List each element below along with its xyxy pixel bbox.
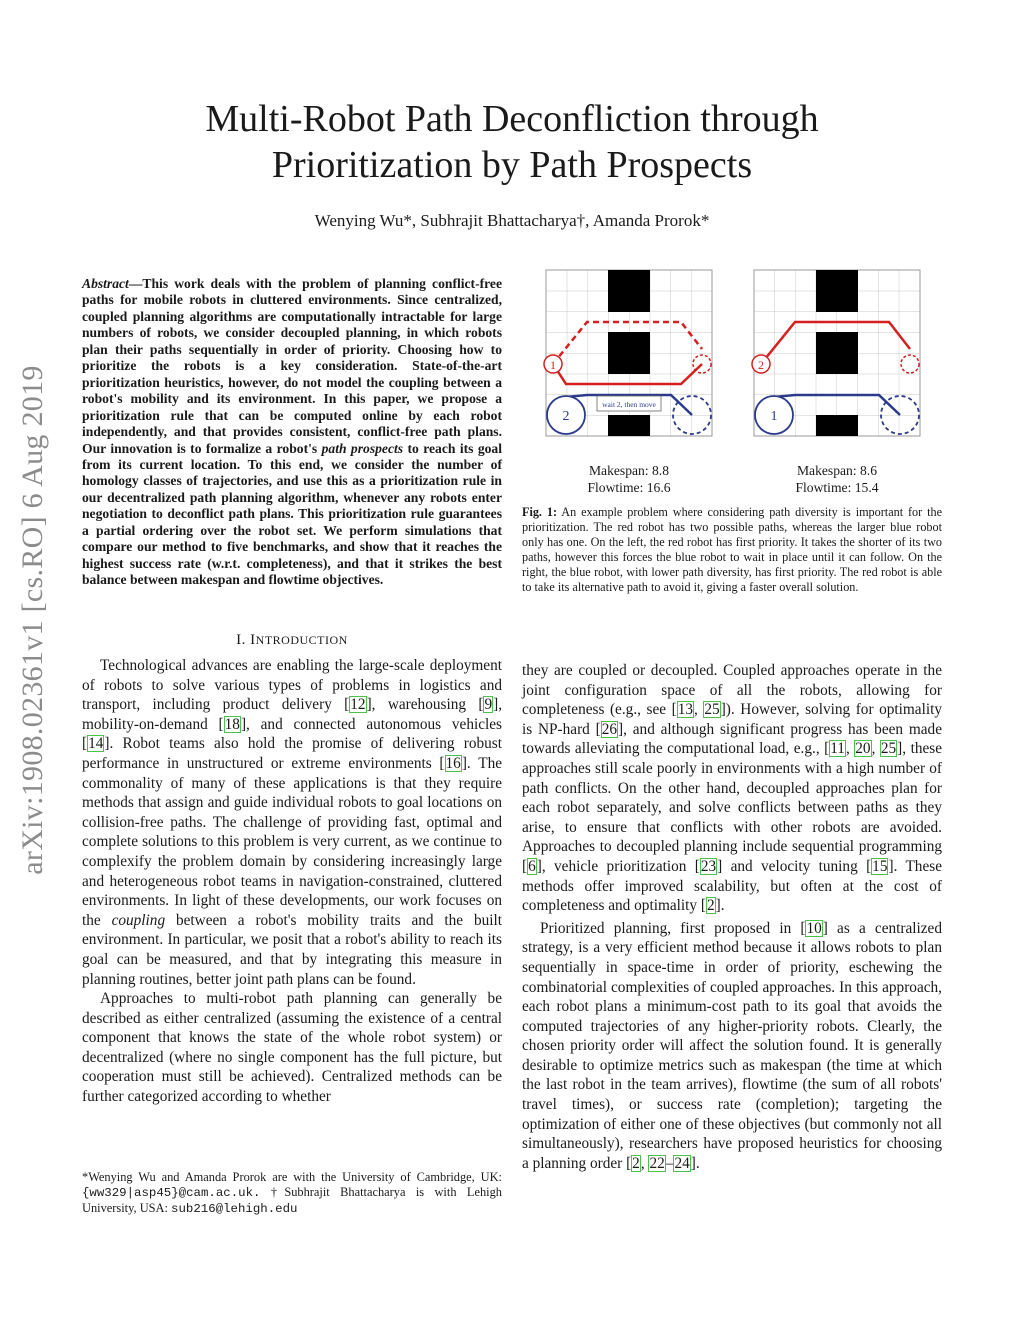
arxiv-stamp (12, 320, 54, 920)
figure-1-diagrams (540, 266, 960, 442)
text-span: ] as a centralized strategy, is a very efficient method because it allows robots to plan sequentially in space-time in order of priority, eschewing the combinatorial complexities of coupled approaches. In this approach, each robot plans a minimum-cost path to its goal that avoids the computed trajectories of any higher-priority robots. Clearly, the chosen priority order will affect the solution found. It is generally desirable to optimize metrics such as makespan (the time at which the last robot in the team arrives), flowtime (the sum of all robots' travel times), or success rate (completion); targeting the optimization of either one of these objectives (but commonly not all simultaneously), researchers have proposed heuristics for choosing a planning order [ (522, 919, 942, 1172)
obstacle (608, 415, 650, 436)
text-span: Technological advances are enabling the large-scale deployment of robots to solve various types of problems in logistics and transport, including product delivery [ (82, 657, 502, 714)
citation-link[interactable]: 2 (706, 897, 715, 915)
citation-link[interactable]: 11 (830, 740, 845, 758)
text-span: ]. These methods offer improved scalability, but often at the cost of completeness and optimality [ (522, 857, 942, 915)
section-number: I. I (236, 632, 256, 648)
obstacle (608, 270, 650, 312)
text-span: ], mobility-on-demand [ (82, 696, 503, 733)
emphasis: coupling (111, 911, 166, 929)
email-addresses[interactable]: {ww329|asp45}@cam.ac.uk. (82, 1186, 261, 1201)
citation-link[interactable]: 6 (528, 857, 536, 875)
section-heading-introduction (82, 632, 502, 649)
left-scenario-panel (544, 270, 712, 436)
citation-link[interactable]: 9 (484, 696, 493, 714)
citation-link[interactable]: 24 (674, 1154, 690, 1172)
citation-link[interactable]: 22 (649, 1154, 665, 1172)
text-span: ]. Robot teams also hold the promise of delivering robust performance in unstructured or extreme environments [ (82, 735, 502, 772)
left-makespan: Makespan: 8.8 (588, 463, 670, 478)
arxiv-stamp-text: arXiv:1908.02361v1 [cs.RO] 6 Aug 2019 (16, 365, 49, 875)
title-line-2: Prioritization by Path Prospects (271, 144, 753, 186)
left-flowtime: Flowtime: 16.6 (587, 480, 671, 495)
citation-link[interactable]: 23 (700, 857, 717, 875)
abstract-emphasis: path prospects (321, 440, 404, 456)
red-robot-label: 1 (550, 358, 556, 372)
obstacle (816, 270, 858, 312)
abstract-text-1: —This work deals with the problem of planning conflict-free paths for mobile robots in cluttered environments. Since centralized, coupled planning algorithms are computationally intractable for large numbers of robots, we consider decoupled planning, in which robots plan their paths sequentially in order of priority. Choosing how to prioritize the robots is a key consideration. State-of-the-art prioritization heuristics, however, do not model the coupling between a robot's mobility and its environment. In this paper, we propose a prioritization rule that can be computed online by each robot independently, and that provides consistent, conflict-free path plans. Our innovation is to formalize a robot's (82, 276, 502, 456)
text-span: ]. (690, 1154, 700, 1172)
citation-link[interactable]: 13 (677, 701, 694, 719)
right-column-body (522, 661, 942, 1173)
title-line-1: Multi-Robot Path Deconfliction through (205, 98, 819, 140)
blue-robot-label: 1 (770, 409, 778, 424)
citation-link[interactable]: 2 (632, 1154, 640, 1172)
citation-link[interactable]: 26 (601, 720, 618, 738)
text-span: ], vehicle prioritization [ (536, 857, 700, 875)
left-metrics (549, 462, 709, 496)
caption-label: Fig. 1: (522, 505, 558, 519)
wait-annotation: wait 2, then move (602, 400, 656, 409)
abstract (82, 276, 502, 589)
obstacle (816, 415, 858, 436)
footnote (82, 1170, 502, 1218)
citation-link[interactable]: 10 (806, 919, 822, 937)
text-span: ], and connected autonomous vehicles [ (82, 715, 503, 753)
citation-link[interactable]: 15 (872, 857, 888, 875)
citation-link[interactable]: 20 (855, 740, 871, 758)
text-span: ]. (715, 897, 725, 915)
caption-text: An example problem where considering path diversity is important for the prioritization. The red robot has two possible paths, whereas the larger blue robot only has one. On the left, the red robot has first priority. It takes the shorter of its two paths, however this forces the blue robot to wait in place until it can follow. On the right, the blue robot, with lower path diversity, has first priority. The red robot is able to take its alternative path to avoid it, giving a faster overall solution. (522, 505, 942, 594)
email-address[interactable]: sub216@lehigh.edu (171, 1202, 298, 1217)
citation-link[interactable]: 12 (350, 696, 366, 714)
text-span: ], and although significant progress has been made towards alleviating the computational load, e.g., [ (522, 720, 942, 758)
text-span: ], warehousing [ (366, 696, 484, 714)
abstract-lead: Abstract (82, 276, 129, 291)
blue-robot-label: 2 (562, 409, 570, 424)
text-span: ]). However, solving for optimality is NP-hard [ (522, 701, 942, 738)
citation-link[interactable]: 18 (224, 715, 240, 733)
text-span: between a robot's mobility traits and the built environment. In particular, we posit that a robot's ability to reach its goal can be measured, and that by integrating this measure in planning routines, better joint path plans can be found. (82, 911, 502, 988)
footnote-text: †Subhrajit Bhattacharya is with Lehigh University, USA: (82, 1185, 502, 1216)
citation-link[interactable]: 25 (880, 740, 897, 758)
intro-paragraph-3: they are coupled or decoupled. Coupled approaches operate in the joint configuration space of all the robots, allowing for completeness (e.g., see [13, 25]). However, solving for optimality is NP-hard [26], and although significant progress has been made towards alleviating the computational load, e.g., [11, 20, 25], these approaches still scale poorly in environments with a high number of path conflicts. On the other hand, decoupled approaches plan for each robot separately, and solve conflicts between paths as they arise, to ensure that conflicts with other robots are avoided. Approaches to decoupled planning include sequential programming [6], vehicle prioritization [23] and velocity tuning [15]. These methods offer improved scalability, but often at the cost of completeness and optimality [2]. (522, 662, 942, 915)
citation-link[interactable]: 14 (88, 735, 104, 753)
right-metrics (757, 462, 917, 496)
text-span: they are coupled or decoupled. Coupled approaches operate in the joint configuration space of all the robots, allowing for completeness (e.g., see [ (522, 662, 942, 719)
right-flowtime: Flowtime: 15.4 (795, 480, 879, 495)
text-span: ], these approaches still scale poorly in environments with a high number of path conflicts. On the other hand, decoupled approaches plan for each robot separately, and solve conflicts between paths as they arise, to ensure that conflicts with other robots are avoided. Approaches to decoupled planning include sequential programming [ (522, 740, 942, 875)
right-scenario-panel (752, 270, 920, 436)
figure-1-caption (522, 505, 942, 594)
intro-paragraph-4: Prioritized planning, first proposed in [10] as a centralized strategy, is a very efficient method because it allows robots to plan sequentially in space-time in order of priority, eschewing the combinatorial complexities of coupled approaches. In this approach, each robot plans a minimum-cost path to its goal that avoids the computed trajectories of any higher-priority robots. Clearly, the chosen priority order will affect the solution found. It is generally desirable to optimize metrics such as makespan (the time at which the last robot in the team arrives), flowtime (the sum of all robots' travel times), or success rate (completion); targeting the optimization of either one of these objectives (but commonly not all simultaneously), researchers have proposed heuristics for choosing a planning order [2, 22–24]. (522, 919, 942, 1172)
text-span: Prioritized planning, first proposed in [ (540, 919, 806, 937)
author-list: Wenying Wu*, Subhrajit Bhattacharya†, Amanda Prorok* (314, 211, 710, 230)
right-makespan: Makespan: 8.6 (796, 463, 878, 478)
text-span: ]. The commonality of many of these applications is that they require methods that assign and guide individual robots to goal locations on collision-free paths. The challenge of providing fast, optimal and complete solutions to this problem is very current, as we continue to complexify the problem domain by considering increasingly large and heterogeneous robot teams in navigation-constrained, cluttered environments. In light of these developments, our work focuses on the (82, 754, 503, 929)
obstacle (816, 332, 858, 374)
intro-paragraph-2: Approaches to multi-robot path planning can generally be described as either centralized (assuming the existence of a central component that knows the state of the whole robot system) or decentralized (where no single component has the full picture, but cooperation must still be achieved). Centralized methods can be further categorized according to whether (82, 990, 502, 1106)
citation-link[interactable]: 25 (704, 701, 720, 719)
left-column-body (82, 656, 502, 1107)
paper-title (0, 96, 1024, 188)
footnote-text: *Wenying Wu and Amanda Prorok are with the University of Cambridge, UK: (82, 1170, 502, 1184)
abstract-text-2: to reach its goal from its current location. To this end, we consider the number of homology classes of trajectories, and use this as a prioritization rule in our decentralized path planning algorithm, whenever any robots enter negotiation to deconflict path plans. This prioritization rule guarantees a partial ordering over the robot set. We perform simulations that compare our method to five benchmarks, and show that it reaches the highest success rate (w.r.t. completeness), and that it strikes the best balance between makespan and flowtime objectives. (82, 440, 502, 588)
red-robot-label: 2 (758, 358, 764, 372)
intro-paragraph-1 (82, 656, 502, 989)
text-span: ] and velocity tuning [ (717, 857, 872, 875)
section-name: NTRODUCTION (255, 633, 348, 647)
obstacle (608, 332, 650, 374)
citation-link[interactable]: 16 (445, 754, 461, 772)
